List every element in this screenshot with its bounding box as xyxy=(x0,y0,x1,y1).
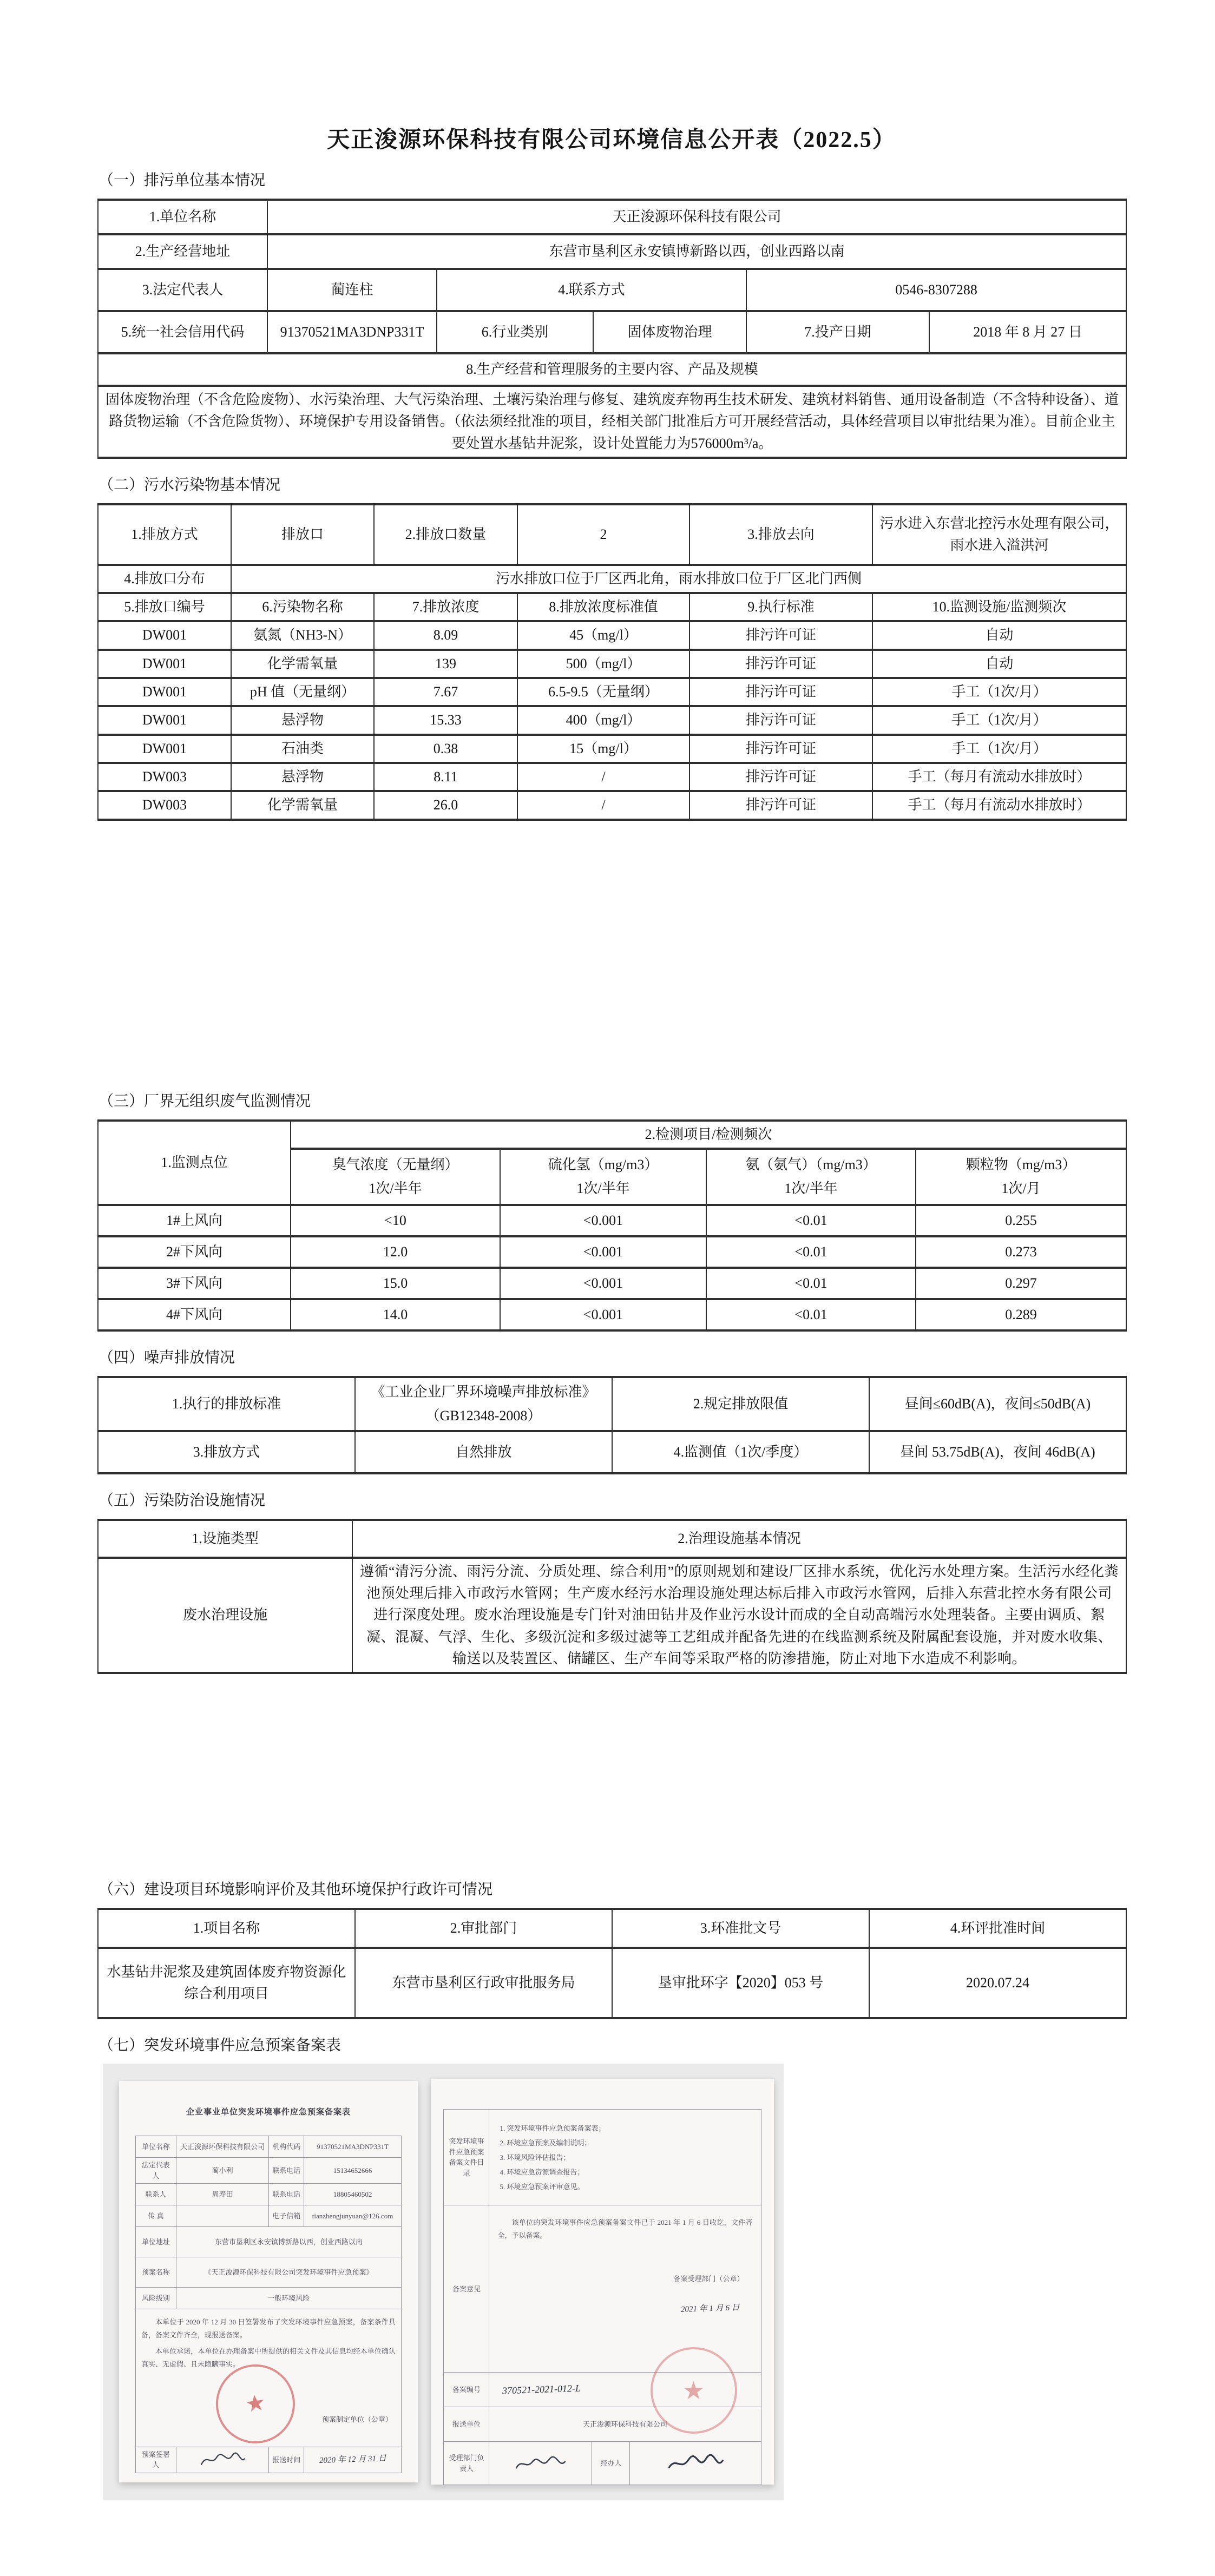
field-label: 单位地址 xyxy=(136,2227,176,2257)
legal-rep-value: 蔺连柱 xyxy=(267,269,437,311)
table-row xyxy=(98,1558,1126,1673)
table-row xyxy=(136,2447,402,2473)
point-name: 4#下风向 xyxy=(98,1299,291,1330)
column-header: 8.排放浓度标准值 xyxy=(517,593,689,621)
table-row xyxy=(98,1431,1126,1473)
standard-value: 400（mg/l） xyxy=(517,706,689,734)
field-value: 天正浚源环保科技有限公司 xyxy=(176,2136,269,2158)
section-2-heading: （二）污水污染物基本情况 xyxy=(98,476,281,493)
page-title: 天正浚源环保科技有限公司环境信息公开表（2022.5） xyxy=(327,128,896,153)
section-4-heading: （四）噪声排放情况 xyxy=(98,1349,235,1366)
table-header-row xyxy=(98,1520,1126,1558)
company-seal-stamp xyxy=(211,2359,300,2448)
section-7-heading: （七）突发环境事件应急预案备案表 xyxy=(98,2037,341,2054)
section-5-heading: （五）污染防治设施情况 xyxy=(98,1492,266,1509)
directory-item: 4. 环境应急资源调查报告； xyxy=(500,2167,584,2176)
column-header xyxy=(291,1149,500,1205)
dept-head-label: 受理部门负责人 xyxy=(444,2442,489,2485)
column-header xyxy=(500,1149,706,1205)
standard: 排污许可证 xyxy=(689,621,872,649)
table-header-row xyxy=(98,1909,1126,1948)
value: <0.01 xyxy=(706,1236,916,1268)
directory-item: 2. 环境应急预案及编制说明； xyxy=(500,2138,592,2147)
noise-standard-label: 1.执行的排放标准 xyxy=(98,1377,355,1431)
column-header xyxy=(706,1149,916,1205)
handwritten-date: 2021 年 1 月 6 日 xyxy=(680,2303,740,2314)
column-header: 7.排放浓度 xyxy=(374,593,517,621)
standard-name: 《工业企业厂界环境噪声排放标准》 xyxy=(371,1383,596,1400)
value: <0.01 xyxy=(706,1299,916,1330)
table-header-row xyxy=(98,1121,1126,1149)
field-value xyxy=(176,2205,269,2227)
field-label: 传 真 xyxy=(136,2205,176,2227)
table-row xyxy=(136,2136,402,2158)
signer-signature xyxy=(176,2447,269,2473)
pollutant-name: 石油类 xyxy=(231,735,374,763)
project-name: 水基钻井泥浆及建筑固体废弃物资源化综合利用项目 xyxy=(98,1948,355,2018)
scan1-table xyxy=(135,2136,402,2473)
pollutant-name: 悬浮物 xyxy=(231,763,374,791)
item-name: 硫化氢（mg/m3） xyxy=(548,1156,659,1172)
concentration: 0.38 xyxy=(374,735,517,763)
table-row xyxy=(136,2227,402,2257)
industry-label: 6.行业类别 xyxy=(437,311,593,353)
pollutant-row xyxy=(98,678,1126,706)
dept-head-signature xyxy=(489,2442,592,2485)
scan-acceptance-form xyxy=(431,2079,774,2485)
directory-item: 3. 环境风险评估报告； xyxy=(500,2153,570,2162)
address-value: 东营市垦利区永安镇博新路以西，创业西路以南 xyxy=(267,234,1126,269)
standard: 排污许可证 xyxy=(689,706,872,734)
destination-label: 3.排放去向 xyxy=(689,504,872,565)
value: 0.297 xyxy=(916,1268,1126,1299)
concentration: 7.67 xyxy=(374,678,517,706)
monitoring: 自动 xyxy=(872,621,1126,649)
point-name: 1#上风向 xyxy=(98,1205,291,1236)
table-row xyxy=(444,2205,761,2373)
seal-label: 预案制定单位（公章） xyxy=(321,2415,392,2424)
handwritten-number: 370521-2021-012-L xyxy=(502,2382,581,2396)
submit-time-label: 报送时间 xyxy=(269,2447,304,2473)
wastewater-table xyxy=(97,503,1127,821)
table-row xyxy=(136,2288,402,2309)
field-value: 一般环境风险 xyxy=(176,2288,401,2309)
scan-filing-form xyxy=(119,2081,418,2482)
noise-limit-value: 昼间≤60dB(A)，夜间≤50dB(A) xyxy=(869,1377,1126,1431)
industry-value: 固体废物治理 xyxy=(593,311,746,353)
field-label: 单位名称 xyxy=(136,2136,176,2158)
field-value: 15134652666 xyxy=(304,2158,402,2184)
production-date-label: 7.投产日期 xyxy=(746,311,929,353)
outlet-id: DW001 xyxy=(98,706,231,734)
directory-list xyxy=(489,2110,761,2205)
filing-number-label: 备案编号 xyxy=(444,2373,489,2407)
credit-code-label: 5.统一社会信用代码 xyxy=(98,311,267,353)
table-row xyxy=(444,2442,761,2485)
value: <0.001 xyxy=(500,1268,706,1299)
directory-item: 5. 环境应急预案评审意见。 xyxy=(500,2182,584,2191)
pollutant-row xyxy=(98,706,1126,734)
value: <0.001 xyxy=(500,1205,706,1236)
legal-rep-label: 3.法定代表人 xyxy=(98,269,267,311)
noise-mode-value: 自然排放 xyxy=(355,1431,612,1473)
statement-cell xyxy=(136,2309,402,2447)
directory-item: 1. 突发环境事件应急预案备案表； xyxy=(500,2124,606,2132)
standard: 排污许可证 xyxy=(689,791,872,819)
standard: 排污许可证 xyxy=(689,763,872,791)
table-row xyxy=(98,311,1126,353)
monitoring: 手工（1次/月） xyxy=(872,735,1126,763)
table-row xyxy=(98,1377,1126,1431)
monitoring: 手工（每月有流动水排放时） xyxy=(872,791,1126,819)
field-value: 周寿田 xyxy=(176,2184,269,2205)
pollutant-row xyxy=(98,763,1126,791)
monitoring: 手工（1次/月） xyxy=(872,706,1126,734)
monitor-row xyxy=(98,1299,1126,1330)
column-header: 4.环评批准时间 xyxy=(869,1909,1126,1948)
point-name: 3#下风向 xyxy=(98,1268,291,1299)
acceptance-seal-label: 备案受理部门（公章） xyxy=(673,2275,744,2283)
value: 0.289 xyxy=(916,1299,1126,1330)
column-header: 9.执行标准 xyxy=(689,593,872,621)
table-row xyxy=(98,353,1126,386)
field-value: 《天正浚源环保科技有限公司突发环境事件应急预案》 xyxy=(176,2257,401,2288)
table-row xyxy=(136,2257,402,2288)
table-row xyxy=(136,2309,402,2447)
agent-label: 经办人 xyxy=(592,2442,630,2485)
signer-label: 预案签署人 xyxy=(136,2447,176,2473)
item-name: 臭气浓度（无量纲） xyxy=(332,1156,459,1172)
standard: 排污许可证 xyxy=(689,735,872,763)
monitoring: 手工（1次/月） xyxy=(872,678,1126,706)
table-row xyxy=(98,1948,1126,2018)
table-row xyxy=(98,234,1126,269)
pollutant-name: pH 值（无量纲） xyxy=(231,678,374,706)
noise-table xyxy=(97,1376,1127,1474)
item-frequency: 1次/半年 xyxy=(784,1180,838,1196)
directory-label: 突发环境事件应急预案备案文件目录 xyxy=(444,2110,489,2205)
basic-info-table xyxy=(97,199,1127,459)
column-header: 3.环准批文号 xyxy=(612,1909,869,1948)
scanned-documents-area xyxy=(103,2064,784,2500)
pollutant-row xyxy=(98,791,1126,819)
item-name: 氨（氨气）（mg/m3） xyxy=(745,1156,877,1172)
value: 0.273 xyxy=(916,1236,1126,1268)
approval-department: 东营市垦利区行政审批服务局 xyxy=(355,1948,612,2018)
column-header: 1.项目名称 xyxy=(98,1909,355,1948)
table-row xyxy=(98,269,1126,311)
value: <0.001 xyxy=(500,1236,706,1268)
field-label: 预案名称 xyxy=(136,2257,176,2288)
statement-1: 本单位于 2020 年 12 月 30 日签署发布了突发环境事件应急预案，备案条件具备，备案文件齐全，现报送备案。 xyxy=(141,2318,396,2340)
value: <0.01 xyxy=(706,1268,916,1299)
opinion-label: 备案意见 xyxy=(444,2205,489,2373)
contact-value: 0546-8307288 xyxy=(746,269,1126,311)
field-value: tianzhengjunyuan@126.com xyxy=(304,2205,402,2227)
noise-standard-value xyxy=(355,1377,612,1431)
monitor-row xyxy=(98,1268,1126,1299)
table-row xyxy=(98,565,1126,593)
outlet-count-value: 2 xyxy=(517,504,689,565)
business-scope-label: 8.生产经营和管理服务的主要内容、产品及规模 xyxy=(98,353,1126,386)
field-label: 联系电话 xyxy=(269,2158,304,2184)
pollutant-name: 悬浮物 xyxy=(231,706,374,734)
field-value: 蔺小利 xyxy=(176,2158,269,2184)
outlet-id: DW001 xyxy=(98,621,231,649)
outlet-id: DW003 xyxy=(98,763,231,791)
stamp-star-icon: ★ xyxy=(682,2376,705,2404)
submit-unit-label: 报送单位 xyxy=(444,2407,489,2442)
section-1-heading: （一）排污单位基本情况 xyxy=(98,172,266,189)
pollutant-name: 化学需氧量 xyxy=(231,650,374,678)
value: <10 xyxy=(291,1205,500,1236)
standard-value: / xyxy=(517,791,689,819)
column-header: 6.污染物名称 xyxy=(231,593,374,621)
outlet-count-label: 2.排放口数量 xyxy=(374,504,517,565)
acceptance-date xyxy=(492,2284,758,2322)
pollutant-name: 氨氮（NH3-N） xyxy=(231,621,374,649)
table-row xyxy=(136,2205,402,2227)
handwritten-date: 2020 年 12 月 31 日 xyxy=(319,2454,386,2466)
agent-signature xyxy=(630,2442,761,2485)
facility-info-text: 遵循“清污分流、雨污分流、分质处理、综合利用”的原则规划和建设厂区排水系统，优化污水处理方案。生活污水经化粪池预处理后排入市政污水管网；生产废水经污水治理设施处理达标后排入市政污水管网，后排入东营北控水务有限公司进行深度处理。废水治理设施是专门针对油田钻井及作业污水设计而成的全自动高端污水处理装备。主要由调质、絮凝、混凝、气浮、生化、多级沉淀和多级过滤等工艺组成并配备先进的在线监测系统及附属配套设施，并对废水收集、输送以及装置区、储罐区、生产车间等采取严格的防渗措施，防止对地下水造成不利影响。 xyxy=(352,1558,1126,1673)
pollutant-name: 化学需氧量 xyxy=(231,791,374,819)
pollutant-row xyxy=(98,735,1126,763)
field-value: 91370521MA3DNP331T xyxy=(304,2136,402,2158)
table-row xyxy=(136,2158,402,2184)
approval-date: 2020.07.24 xyxy=(869,1948,1126,2018)
field-label: 电子信箱 xyxy=(269,2205,304,2227)
address-label: 2.生产经营地址 xyxy=(98,234,267,269)
table-header-row xyxy=(98,593,1126,621)
standard-value: 45（mg/l） xyxy=(517,621,689,649)
signature-mark xyxy=(514,2454,568,2473)
field-value: 18805460502 xyxy=(304,2184,402,2205)
field-label: 联系电话 xyxy=(269,2184,304,2205)
item-frequency: 1次/半年 xyxy=(576,1180,630,1196)
credit-code-value: 91370521MA3DNP331T xyxy=(267,311,437,353)
concentration: 8.11 xyxy=(374,763,517,791)
pollution-control-table xyxy=(97,1519,1127,1674)
value: 15.0 xyxy=(291,1268,500,1299)
value: 12.0 xyxy=(291,1236,500,1268)
item-frequency: 1次/月 xyxy=(1001,1180,1041,1196)
facility-type-label: 1.设施类型 xyxy=(98,1520,352,1558)
facility-type-value: 废水治理设施 xyxy=(98,1558,352,1673)
section-6-heading: （六）建设项目环境影响评价及其他环境保护行政许可情况 xyxy=(98,1881,493,1899)
noise-monitor-value: 昼间 53.75dB(A)，夜间 46dB(A) xyxy=(869,1431,1126,1473)
standard-value: / xyxy=(517,763,689,791)
scan2-table xyxy=(443,2109,761,2485)
outlet-id: DW001 xyxy=(98,650,231,678)
signature-mark xyxy=(196,2452,248,2468)
section-3-heading: （三）厂界无组织废气监测情况 xyxy=(98,1092,311,1110)
field-label: 法定代表人 xyxy=(136,2158,176,2184)
stamp-star-icon: ★ xyxy=(244,2389,267,2417)
unit-name-value: 天正浚源环保科技有限公司 xyxy=(267,200,1126,234)
table-row xyxy=(98,504,1126,565)
value: <0.001 xyxy=(500,1299,706,1330)
point-name: 2#下风向 xyxy=(98,1236,291,1268)
acceptance-seal-stamp xyxy=(651,2347,737,2434)
value: 0.255 xyxy=(916,1205,1126,1236)
concentration: 139 xyxy=(374,650,517,678)
opinion-text: 该单位的突发环境事件应急预案备案文件已于 2021 年 1 月 6 日收讫，文件齐全，予以备案。 xyxy=(497,2218,753,2240)
monitor-project-label: 2.检测项目/检测频次 xyxy=(291,1121,1126,1149)
table-row xyxy=(98,200,1126,234)
noise-monitor-label: 4.监测值（1次/季度） xyxy=(612,1431,869,1473)
concentration: 15.33 xyxy=(374,706,517,734)
standard-code: （GB12348-2008） xyxy=(425,1407,542,1424)
concentration: 26.0 xyxy=(374,791,517,819)
approval-doc-number: 垦审批环字【2020】053 号 xyxy=(612,1948,869,2018)
standard-value: 500（mg/l） xyxy=(517,650,689,678)
discharge-mode-value: 排放口 xyxy=(231,504,374,565)
outlet-id: DW001 xyxy=(98,678,231,706)
outlet-id: DW001 xyxy=(98,735,231,763)
facility-info-label: 2.治理设施基本情况 xyxy=(352,1520,1126,1558)
eia-table xyxy=(97,1908,1127,2019)
monitor-row xyxy=(98,1205,1126,1236)
submit-unit-value: 天正浚源环保科技有限公司 xyxy=(489,2407,761,2442)
fugitive-gas-table xyxy=(97,1119,1127,1332)
value: 14.0 xyxy=(291,1299,500,1330)
table-row xyxy=(444,2110,761,2205)
table-row xyxy=(98,386,1126,458)
distribution-value: 污水排放口位于厂区西北角，雨水排放口位于厂区北门西侧 xyxy=(231,565,1126,593)
monitor-point-label: 1.监测点位 xyxy=(98,1121,291,1205)
item-frequency: 1次/半年 xyxy=(369,1180,422,1196)
standard-value: 6.5-9.5（无量纲） xyxy=(517,678,689,706)
field-value: 东营市垦利区永安镇博新路以西，创业西路以南 xyxy=(176,2227,401,2257)
noise-mode-label: 3.排放方式 xyxy=(98,1431,355,1473)
standard: 排污许可证 xyxy=(689,650,872,678)
monitoring: 自动 xyxy=(872,650,1126,678)
column-header: 5.排放口编号 xyxy=(98,593,231,621)
scan1-title: 企业事业单位突发环境事件应急预案备案表 xyxy=(186,2108,351,2117)
unit-name-label: 1.单位名称 xyxy=(98,200,267,234)
standard: 排污许可证 xyxy=(689,678,872,706)
column-header: 2.审批部门 xyxy=(355,1909,612,1948)
business-scope-text: 固体废物治理（不含危险废物）、水污染治理、大气污染治理、土壤污染治理与修复、建筑废弃物再生技术研发、建筑材料销售、通用设备制造（不含特种设备）、道路货物运输（不含危险货物）、环境保护专用设备销售。（依法须经批准的项目，经相关部门批准后方可开展经营活动，具体经营项目以审批结果为准）。目前企业主要处置水基钻井泥浆，设计处置能力为576000m³/a。 xyxy=(98,386,1126,458)
field-label: 风险级别 xyxy=(136,2288,176,2309)
monitoring: 手工（每月有流动水排放时） xyxy=(872,763,1126,791)
submit-time-value xyxy=(304,2447,402,2473)
signature-mark xyxy=(666,2454,725,2473)
monitor-row xyxy=(98,1236,1126,1268)
discharge-mode-label: 1.排放方式 xyxy=(98,504,231,565)
field-label: 联系人 xyxy=(136,2184,176,2205)
item-name: 颗粒物（mg/m3） xyxy=(966,1156,1076,1172)
value: <0.01 xyxy=(706,1205,916,1236)
noise-limit-label: 2.规定排放限值 xyxy=(612,1377,869,1431)
pollutant-row xyxy=(98,650,1126,678)
contact-label: 4.联系方式 xyxy=(437,269,746,311)
destination-value: 污水进入东营北控污水处理有限公司，雨水进入溢洪河 xyxy=(872,504,1126,565)
statement-2: 本单位承诺，本单位在办理备案中所提供的相关文件及其信息均经本单位确认真实、无虚假、且未隐瞒事实。 xyxy=(141,2347,396,2369)
table-row xyxy=(136,2184,402,2205)
column-header xyxy=(916,1149,1126,1205)
distribution-label: 4.排放口分布 xyxy=(98,565,231,593)
production-date-value: 2018 年 8 月 27 日 xyxy=(929,311,1126,353)
standard-value: 15（mg/l） xyxy=(517,735,689,763)
pollutant-row xyxy=(98,621,1126,649)
concentration: 8.09 xyxy=(374,621,517,649)
column-header: 10.监测设施/监测频次 xyxy=(872,593,1126,621)
outlet-id: DW003 xyxy=(98,791,231,819)
field-label: 机构代码 xyxy=(269,2136,304,2158)
